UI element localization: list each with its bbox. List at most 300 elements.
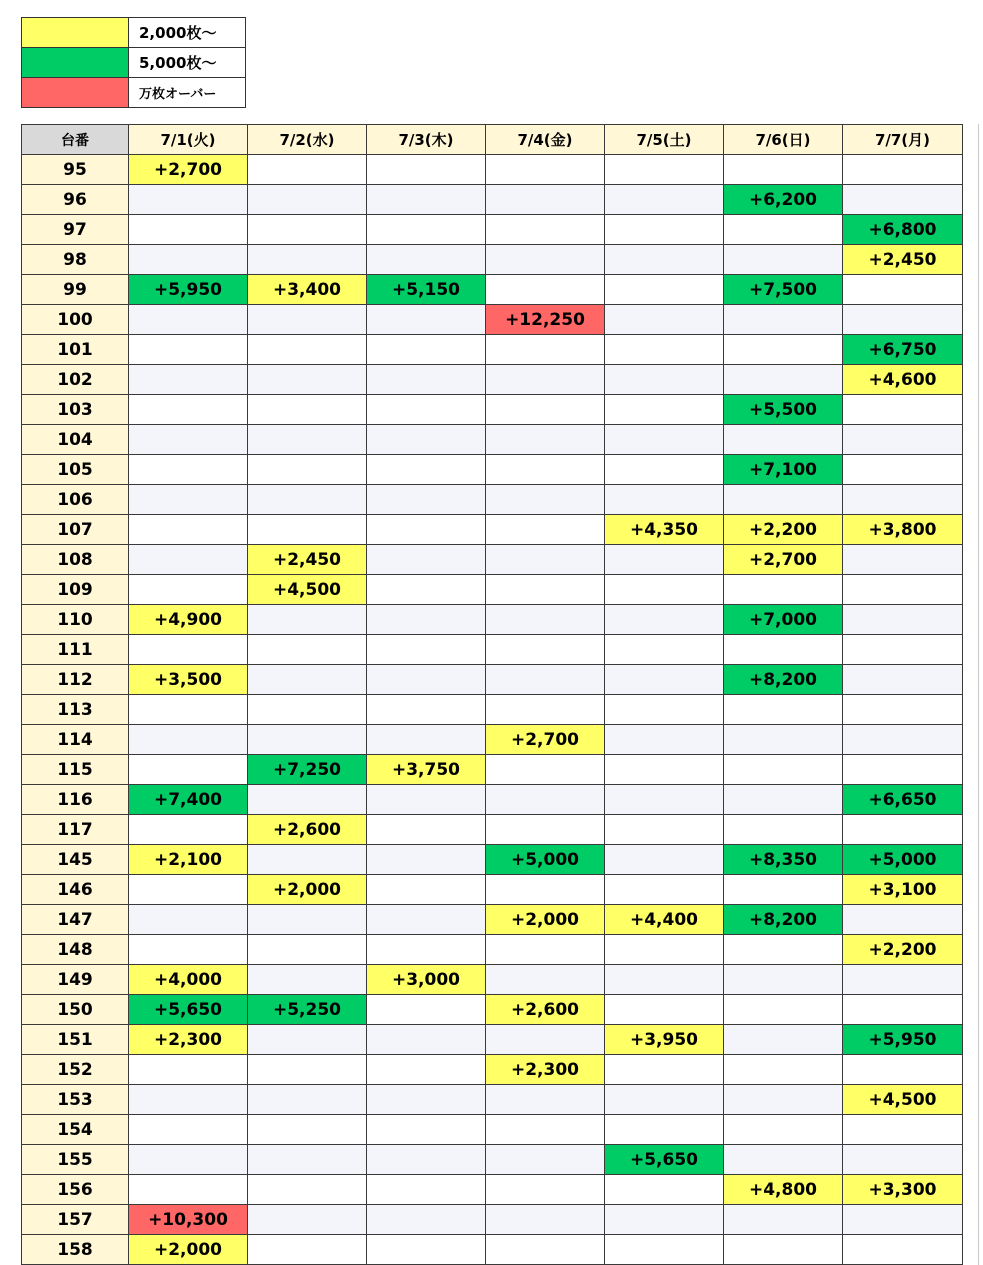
payout-cell: +5,650: [605, 1145, 724, 1175]
table-row: [22, 365, 963, 395]
payout-cell: +6,750: [843, 335, 963, 365]
table-row: [22, 215, 963, 245]
machine-number: 107: [22, 515, 129, 545]
payout-cell: [843, 545, 963, 575]
table-row: [22, 935, 963, 965]
payout-cell: [605, 665, 724, 695]
payout-cell: +3,400: [248, 275, 367, 305]
date-header: 7/4(金): [486, 125, 605, 155]
payout-cell: [843, 425, 963, 455]
payout-cell: [605, 485, 724, 515]
machine-number: 114: [22, 725, 129, 755]
payout-cell: +3,300: [843, 1175, 963, 1205]
payout-cell: [486, 245, 605, 275]
payout-cell: +2,000: [486, 905, 605, 935]
payout-cell: [367, 1145, 486, 1175]
date-header: 7/7(月): [843, 125, 963, 155]
payout-cell: [486, 1115, 605, 1145]
payout-cell: +10,300: [129, 1205, 248, 1235]
payout-cell: [129, 515, 248, 545]
machine-number: 147: [22, 905, 129, 935]
machine-number: 97: [22, 215, 129, 245]
date-header: 7/5(土): [605, 125, 724, 155]
payout-cell: [605, 335, 724, 365]
payout-table: [21, 124, 963, 1265]
table-body: [22, 155, 963, 1265]
payout-cell: [843, 905, 963, 935]
payout-cell: [486, 605, 605, 635]
machine-number: 145: [22, 845, 129, 875]
payout-cell: +5,950: [129, 275, 248, 305]
payout-cell: [724, 215, 843, 245]
payout-cell: [843, 695, 963, 725]
payout-cell: [129, 635, 248, 665]
table-row: [22, 995, 963, 1025]
payout-cell: [843, 815, 963, 845]
machine-number: 156: [22, 1175, 129, 1205]
payout-cell: [843, 1145, 963, 1175]
machine-number: 149: [22, 965, 129, 995]
payout-cell: [486, 875, 605, 905]
payout-cell: [486, 425, 605, 455]
payout-cell: +4,350: [605, 515, 724, 545]
payout-cell: [248, 1085, 367, 1115]
payout-cell: [248, 335, 367, 365]
machine-number: 108: [22, 545, 129, 575]
payout-cell: [486, 635, 605, 665]
payout-cell: [486, 965, 605, 995]
payout-cell: +8,200: [724, 665, 843, 695]
payout-cell: +7,250: [248, 755, 367, 785]
payout-cell: [605, 725, 724, 755]
payout-cell: [843, 395, 963, 425]
table-row: [22, 845, 963, 875]
payout-cell: [248, 965, 367, 995]
payout-cell: [843, 1235, 963, 1265]
payout-cell: +5,950: [843, 1025, 963, 1055]
date-header: 7/6(日): [724, 125, 843, 155]
payout-cell: [724, 815, 843, 845]
table-row: [22, 1025, 963, 1055]
payout-cell: [724, 1085, 843, 1115]
payout-cell: [843, 575, 963, 605]
payout-cell: [486, 1205, 605, 1235]
payout-cell: [367, 935, 486, 965]
table-row: [22, 815, 963, 845]
payout-cell: [367, 305, 486, 335]
payout-cell: [605, 875, 724, 905]
payout-cell: [248, 605, 367, 635]
table-row: [22, 605, 963, 635]
payout-cell: [367, 1205, 486, 1235]
payout-cell: [724, 785, 843, 815]
payout-cell: [248, 695, 367, 725]
payout-cell: [843, 755, 963, 785]
payout-cell: [129, 1145, 248, 1175]
payout-cell: +7,500: [724, 275, 843, 305]
payout-cell: [605, 695, 724, 725]
payout-cell: [605, 545, 724, 575]
table-row: [22, 455, 963, 485]
payout-cell: [248, 785, 367, 815]
payout-cell: [248, 305, 367, 335]
payout-cell: [129, 1115, 248, 1145]
payout-cell: [129, 1055, 248, 1085]
legend-label-2000: 2,000枚～: [129, 18, 246, 48]
payout-cell: [129, 815, 248, 845]
payout-cell: [367, 245, 486, 275]
payout-cell: +3,100: [843, 875, 963, 905]
payout-cell: +2,100: [129, 845, 248, 875]
machine-number: 109: [22, 575, 129, 605]
payout-cell: [605, 1205, 724, 1235]
table-row: [22, 1175, 963, 1205]
payout-cell: [129, 755, 248, 785]
date-header: 7/3(木): [367, 125, 486, 155]
payout-cell: [367, 425, 486, 455]
payout-cell: [129, 185, 248, 215]
payout-cell: [248, 1025, 367, 1055]
payout-cell: [129, 215, 248, 245]
payout-cell: +5,150: [367, 275, 486, 305]
payout-cell: +2,300: [486, 1055, 605, 1085]
payout-cell: +3,800: [843, 515, 963, 545]
payout-cell: [367, 695, 486, 725]
payout-cell: +4,000: [129, 965, 248, 995]
payout-cell: [129, 695, 248, 725]
payout-cell: [248, 515, 367, 545]
payout-cell: +2,000: [129, 1235, 248, 1265]
payout-cell: [486, 575, 605, 605]
payout-cell: [129, 1085, 248, 1115]
machine-number: 113: [22, 695, 129, 725]
payout-cell: [605, 365, 724, 395]
payout-cell: +2,000: [248, 875, 367, 905]
payout-cell: [486, 395, 605, 425]
payout-cell: [843, 995, 963, 1025]
payout-cell: +2,700: [724, 545, 843, 575]
payout-cell: [367, 455, 486, 485]
machine-number: 115: [22, 755, 129, 785]
machine-number: 99: [22, 275, 129, 305]
payout-cell: +2,200: [843, 935, 963, 965]
machine-number-header: 台番: [22, 125, 129, 155]
payout-cell: [843, 185, 963, 215]
payout-cell: +2,700: [486, 725, 605, 755]
payout-cell: [367, 185, 486, 215]
payout-cell: [367, 485, 486, 515]
table-row: [22, 395, 963, 425]
payout-cell: [724, 635, 843, 665]
machine-number: 105: [22, 455, 129, 485]
machine-number: 104: [22, 425, 129, 455]
payout-cell: [486, 1025, 605, 1055]
payout-cell: +2,450: [248, 545, 367, 575]
payout-cell: [367, 545, 486, 575]
payout-cell: [605, 215, 724, 245]
payout-cell: [129, 425, 248, 455]
payout-cell: [367, 1085, 486, 1115]
table-row: [22, 725, 963, 755]
payout-cell: [605, 1115, 724, 1145]
payout-cell: +6,200: [724, 185, 843, 215]
table-row: [22, 1145, 963, 1175]
machine-number: 102: [22, 365, 129, 395]
machine-number: 101: [22, 335, 129, 365]
machine-number: 106: [22, 485, 129, 515]
payout-cell: [129, 1175, 248, 1205]
payout-cell: [605, 575, 724, 605]
header-row: [22, 125, 963, 155]
payout-cell: [843, 605, 963, 635]
legend-row: [22, 18, 246, 48]
payout-cell: [724, 245, 843, 275]
payout-cell: [724, 1025, 843, 1055]
legend-label-10000: 万枚オーバー: [129, 78, 246, 108]
payout-cell: [129, 935, 248, 965]
date-header: 7/2(水): [248, 125, 367, 155]
payout-cell: [129, 455, 248, 485]
payout-cell: [605, 275, 724, 305]
machine-number: 148: [22, 935, 129, 965]
machine-number: 146: [22, 875, 129, 905]
payout-cell: [843, 1205, 963, 1235]
payout-cell: [367, 635, 486, 665]
payout-cell: +5,000: [486, 845, 605, 875]
payout-cell: [367, 1025, 486, 1055]
machine-number: 103: [22, 395, 129, 425]
machine-number: 158: [22, 1235, 129, 1265]
payout-cell: [248, 1115, 367, 1145]
payout-cell: [486, 695, 605, 725]
table-row: [22, 575, 963, 605]
payout-cell: [605, 1235, 724, 1265]
payout-cell: [486, 815, 605, 845]
payout-cell: [605, 785, 724, 815]
table-row: [22, 245, 963, 275]
payout-cell: [605, 425, 724, 455]
payout-cell: +2,600: [248, 815, 367, 845]
payout-cell: [605, 245, 724, 275]
payout-cell: [248, 245, 367, 275]
payout-cell: [843, 275, 963, 305]
payout-cell: [367, 1115, 486, 1145]
payout-cell: [367, 335, 486, 365]
payout-cell: +3,750: [367, 755, 486, 785]
payout-cell: [129, 305, 248, 335]
payout-cell: +4,400: [605, 905, 724, 935]
machine-number: 157: [22, 1205, 129, 1235]
payout-cell: [724, 1205, 843, 1235]
payout-cell: [248, 395, 367, 425]
payout-cell: +6,650: [843, 785, 963, 815]
payout-cell: +2,450: [843, 245, 963, 275]
payout-cell: [248, 665, 367, 695]
payout-cell: +6,800: [843, 215, 963, 245]
payout-cell: [129, 365, 248, 395]
payout-cell: [248, 1145, 367, 1175]
payout-cell: [248, 1175, 367, 1205]
machine-number: 150: [22, 995, 129, 1025]
payout-cell: [724, 575, 843, 605]
payout-cell: +8,200: [724, 905, 843, 935]
payout-cell: [248, 215, 367, 245]
payout-cell: [248, 185, 367, 215]
payout-cell: [486, 275, 605, 305]
payout-cell: [605, 755, 724, 785]
machine-number: 98: [22, 245, 129, 275]
payout-cell: +12,250: [486, 305, 605, 335]
payout-cell: +3,000: [367, 965, 486, 995]
payout-cell: +2,300: [129, 1025, 248, 1055]
payout-cell: [367, 575, 486, 605]
payout-cell: [605, 935, 724, 965]
payout-cell: +4,800: [724, 1175, 843, 1205]
payout-cell: [486, 485, 605, 515]
payout-cell: +7,000: [724, 605, 843, 635]
machine-number: 154: [22, 1115, 129, 1145]
table-row: [22, 155, 963, 185]
payout-cell: +2,600: [486, 995, 605, 1025]
payout-cell: [486, 1085, 605, 1115]
table-row: [22, 905, 963, 935]
payout-cell: [724, 725, 843, 755]
payout-cell: [724, 365, 843, 395]
payout-cell: +3,500: [129, 665, 248, 695]
machine-number: 112: [22, 665, 129, 695]
payout-cell: [248, 935, 367, 965]
payout-cell: [248, 455, 367, 485]
table-row: [22, 275, 963, 305]
payout-cell: [129, 485, 248, 515]
payout-cell: [843, 1115, 963, 1145]
table-row: [22, 185, 963, 215]
payout-cell: [367, 365, 486, 395]
payout-cell: [724, 305, 843, 335]
payout-cell: [248, 845, 367, 875]
payout-cell: [248, 635, 367, 665]
legend-row: [22, 78, 246, 108]
payout-cell: [367, 995, 486, 1025]
payout-cell: [843, 635, 963, 665]
payout-cell: [367, 1235, 486, 1265]
payout-cell: [367, 395, 486, 425]
payout-cell: [605, 965, 724, 995]
payout-cell: +5,650: [129, 995, 248, 1025]
payout-cell: +3,950: [605, 1025, 724, 1055]
payout-cell: [486, 515, 605, 545]
payout-cell: [605, 1085, 724, 1115]
payout-cell: [605, 1055, 724, 1085]
legend-swatch-red: [22, 78, 129, 108]
payout-cell: [724, 485, 843, 515]
date-header: 7/1(火): [129, 125, 248, 155]
payout-cell: [486, 545, 605, 575]
legend-table: [21, 17, 246, 108]
payout-cell: [724, 965, 843, 995]
payout-cell: +5,000: [843, 845, 963, 875]
payout-cell: [129, 245, 248, 275]
payout-cell: [605, 305, 724, 335]
table-row: [22, 875, 963, 905]
payout-cell: [129, 395, 248, 425]
payout-cell: [367, 1055, 486, 1085]
payout-cell: [843, 1055, 963, 1085]
payout-cell: [605, 155, 724, 185]
table-row: [22, 965, 963, 995]
payout-cell: [843, 725, 963, 755]
machine-number: 110: [22, 605, 129, 635]
payout-cell: [367, 785, 486, 815]
payout-cell: [486, 785, 605, 815]
payout-cell: +5,500: [724, 395, 843, 425]
payout-cell: [724, 755, 843, 785]
payout-cell: [367, 605, 486, 635]
payout-cell: [367, 665, 486, 695]
payout-cell: [486, 665, 605, 695]
payout-cell: [129, 575, 248, 605]
payout-cell: [843, 155, 963, 185]
payout-cell: [486, 455, 605, 485]
payout-cell: [486, 215, 605, 245]
right-divider: [978, 124, 979, 1265]
payout-cell: [724, 695, 843, 725]
payout-cell: [367, 1175, 486, 1205]
payout-cell: [367, 815, 486, 845]
payout-cell: [724, 1055, 843, 1085]
legend-swatch-yellow: [22, 18, 129, 48]
payout-cell: [248, 425, 367, 455]
table-row: [22, 305, 963, 335]
payout-cell: [367, 875, 486, 905]
payout-cell: [605, 395, 724, 425]
payout-cell: [843, 455, 963, 485]
payout-cell: [486, 755, 605, 785]
payout-cell: [248, 365, 367, 395]
table-row: [22, 335, 963, 365]
payout-cell: [129, 905, 248, 935]
payout-cell: +4,500: [843, 1085, 963, 1115]
machine-number: 153: [22, 1085, 129, 1115]
payout-cell: [248, 725, 367, 755]
payout-cell: [129, 725, 248, 755]
legend-swatch-green: [22, 48, 129, 78]
payout-cell: +7,400: [129, 785, 248, 815]
payout-cell: [605, 815, 724, 845]
payout-cell: [724, 995, 843, 1025]
payout-cell: [605, 1175, 724, 1205]
payout-cell: [843, 965, 963, 995]
legend-row: [22, 48, 246, 78]
legend-label-5000: 5,000枚～: [129, 48, 246, 78]
machine-number: 117: [22, 815, 129, 845]
payout-cell: [605, 995, 724, 1025]
payout-cell: [724, 1145, 843, 1175]
payout-cell: [486, 155, 605, 185]
machine-number: 151: [22, 1025, 129, 1055]
payout-cell: [724, 425, 843, 455]
table-row: [22, 545, 963, 575]
payout-cell: +4,500: [248, 575, 367, 605]
machine-number: 95: [22, 155, 129, 185]
payout-cell: [248, 1055, 367, 1085]
payout-cell: [724, 875, 843, 905]
payout-cell: [367, 515, 486, 545]
payout-cell: [843, 485, 963, 515]
payout-cell: +8,350: [724, 845, 843, 875]
table-row: [22, 755, 963, 785]
machine-number: 116: [22, 785, 129, 815]
